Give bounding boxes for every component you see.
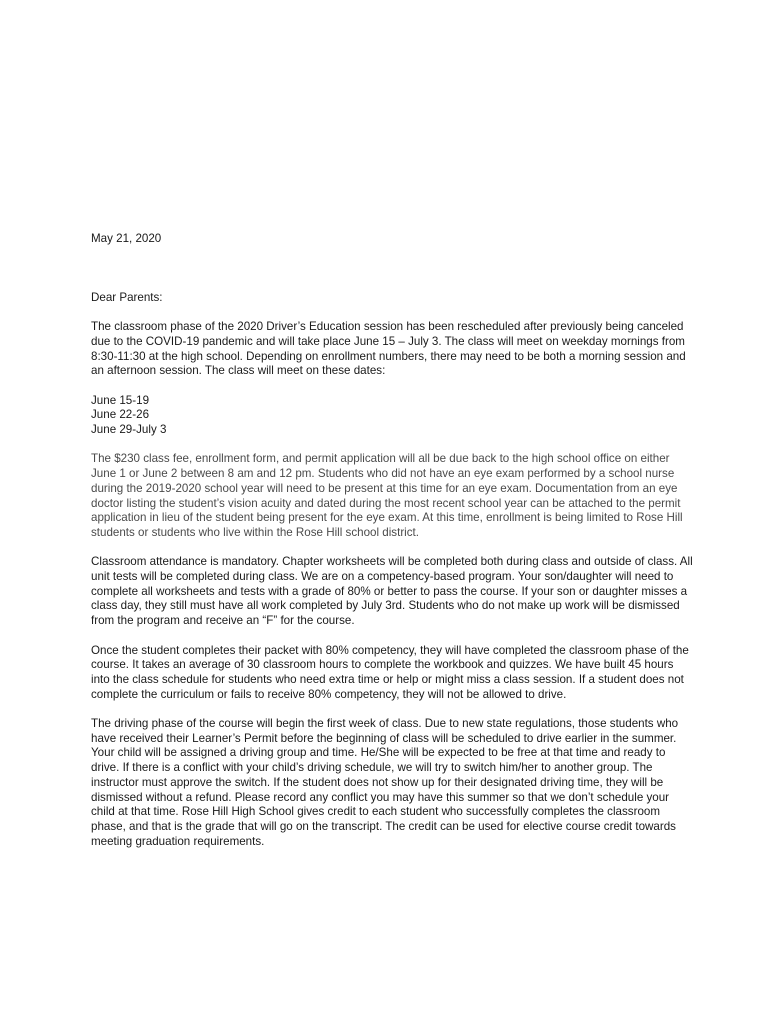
paragraph-fees: The $230 class fee, enrollment form, and permit application will all be due back to the high school office on either June 1 or June 2 between 8 am and 12 pm. Students who did not have an eye exam performed by a school nurse during the 2019-2020 school year will need to be present at this time for an eye exam. Documentation from an eye doctor listing the student’s vision acuity and dated during the most recent school year can be attached to the permit application in lieu of the student being present for the eye exam. At this time, enrollment is being limited to Rose Hill students or students who live within the Rose Hill school district. [91,452,683,539]
class-date-item: June 22-26 [91,408,150,422]
letter-body [91,232,693,864]
paragraph-schedule: The classroom phase of the 2020 Driver’s Education session has been rescheduled after previously being canceled due to the COVID-19 pandemic and will take place June 15 – July 3. The class will meet on weekday mornings from 8:30-11:30 at the high school. Depending on enrollment numbers, there may need to be both a morning session and an afternoon session. The class will meet on these dates: [91,320,686,378]
paragraph-driving-phase: The driving phase of the course will begin the first week of class. Due to new state regulations, those students who have received their Learner’s Permit before the beginning of class will be scheduled to drive earlier in the summer. Your child will be assigned a driving group and time. He/She will be expected to be free at that time and ready to drive. If there is a conflict with your child’s driving schedule, we will try to switch him/her to another group. The instructor must approve the switch. If the student does not show up for their designated driving time, they will be dismissed without a refund. Please record any conflict you may have this summer so that we don’t schedule your child at that time. Rose Hill High School gives credit to each student who successfully completes the classroom phase, and that is the grade that will go on the transcript. The credit can be used for elective course credit towards meeting graduation requirements. [91,717,679,848]
paragraph-attendance: Classroom attendance is mandatory. Chapter worksheets will be completed both during class and outside of class. All unit tests will be completed during class. We are on a competency-based program. Your son/daughter will need to complete all worksheets and tests with a grade of 80% or better to pass the course. If your son or daughter misses a class day, they still must have all work completed by July 3rd. Students who do not make up work will be dismissed from the program and receive an “F” for the course. [91,555,693,628]
letter-date: May 21, 2020 [91,232,162,245]
class-date-item: June 29-July 3 [91,423,167,436]
class-dates-list [91,394,693,438]
class-date-item: June 15-19 [91,393,150,407]
paragraph-competency: Once the student completes their packet with 80% competency, they will have completed the classroom phase of the course. It takes an average of 30 classroom hours to complete the workbook and quizzes. We have built 45 hours into the class schedule for students who need extra time or help or might miss a class session. If a student does not complete the curriculum or fails to receive 80% competency, they will not be allowed to drive. [91,643,689,701]
salutation: Dear Parents: [91,290,163,304]
